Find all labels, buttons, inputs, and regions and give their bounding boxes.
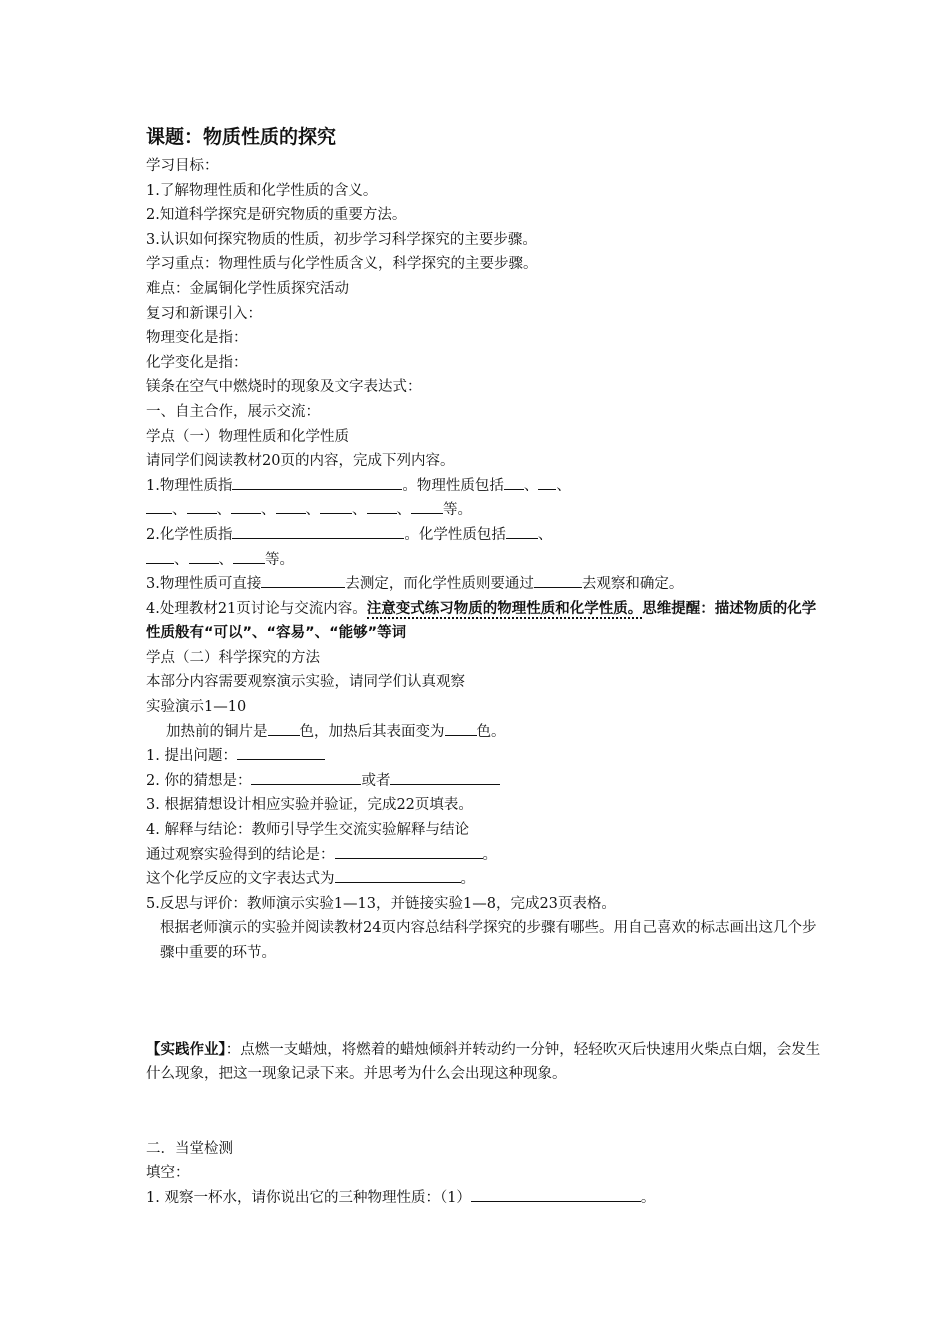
answer-blank[interactable] xyxy=(268,720,300,736)
goal-1: 1.了解物理性质和化学性质的含义。 xyxy=(146,182,378,199)
question-4: 4.处理教材21页讨论与交流内容。注意变式练习物质的物理性质和化学性质。思维提醒：描述物质的化学性质般有“可以”、“容易”、“能够”等词 xyxy=(146,600,817,642)
physical-change-prompt: 物理变化是指： xyxy=(146,330,248,347)
goals-heading: 学习目标： xyxy=(146,158,219,174)
document-page xyxy=(146,122,826,1211)
review-heading: 复习和新课引入： xyxy=(146,305,262,322)
answer-blank[interactable] xyxy=(367,498,397,514)
conclusion-line: 通过观察实验得到的结论是： 。 xyxy=(146,843,826,868)
difficulty: 难点：金属铜化学性质探究活动 xyxy=(146,280,349,297)
chemical-change-prompt: 化学变化是指： xyxy=(146,354,248,371)
point-1-heading: 学点（一）物理性质和化学性质 xyxy=(146,428,349,445)
answer-blank[interactable] xyxy=(237,744,325,760)
answer-blank[interactable] xyxy=(534,572,582,588)
step-4: 4. 解释与结论：教师引导学生交流实验解释与结论 xyxy=(146,822,469,839)
fill-heading: 填空： xyxy=(146,1165,190,1182)
answer-blank[interactable] xyxy=(233,548,265,564)
answer-blank[interactable] xyxy=(251,769,361,785)
homework-paragraph: 【实践作业】：点燃一支蜡烛，将燃着的蜡烛倾斜并转动约一分钟，轻轻吹灭后快速用火柴点白烟，会发生什么现象，把这一现象记录下来。并思考为什么会出现这种现象。 xyxy=(146,1041,821,1083)
answer-blank[interactable] xyxy=(276,498,306,514)
test-question-1: 1. 观察一杯水，请你说出它的三种物理性质：（1） 。 xyxy=(146,1186,826,1211)
answer-blank[interactable] xyxy=(232,523,404,539)
copper-question: 加热前的铜片是 色，加热后其表面变为 色。 xyxy=(146,720,826,745)
lesson-title: 课题：物质性质的探究 xyxy=(146,126,337,148)
step-5: 5.反思与评价：教师演示实验1—13，并链接实验1—8，完成23页表格。 xyxy=(146,895,616,912)
question-1-continued: 、 、 、 、 、 、 等。 xyxy=(146,498,826,523)
answer-blank[interactable] xyxy=(320,498,352,514)
question-1: 1.物理性质指 。物理性质包括 、 、 xyxy=(146,474,826,499)
answer-blank[interactable] xyxy=(411,498,443,514)
answer-blank[interactable] xyxy=(187,498,217,514)
answer-blank[interactable] xyxy=(232,474,402,490)
answer-blank[interactable] xyxy=(538,474,556,490)
answer-blank[interactable] xyxy=(445,720,477,736)
summary-paragraph: 根据老师演示的实验并阅读教材24页内容总结科学探究的步骤有哪些。用自己喜欢的标志画出这几个步骤中重要的环节。 xyxy=(160,920,817,961)
question-3: 3.物理性质可直接 去测定，而化学性质则要通过 去观察和确定。 xyxy=(146,572,826,597)
key-points: 学习重点：物理性质与化学性质含义，科学探究的主要步骤。 xyxy=(146,256,538,273)
answer-blank[interactable] xyxy=(189,548,219,564)
answer-blank[interactable] xyxy=(506,523,538,539)
answer-blank[interactable] xyxy=(504,474,524,490)
section-2-heading: 二．当堂检测 xyxy=(146,1140,233,1157)
answer-blank[interactable] xyxy=(335,843,483,859)
question-2: 2.化学性质指 。化学性质包括 、 xyxy=(146,523,826,548)
answer-blank[interactable] xyxy=(146,548,174,564)
step-1: 1. 提出问题： xyxy=(146,744,826,769)
answer-blank[interactable] xyxy=(231,498,261,514)
goal-2: 2.知道科学探究是研究物质的重要方法。 xyxy=(146,207,407,224)
step-3: 3. 根据猜想设计相应实验并验证，完成22页填表。 xyxy=(146,797,473,814)
goal-3: 3.认识如何探究物质的性质，初步学习科学探究的主要步骤。 xyxy=(146,231,537,248)
reading-instruction: 请同学们阅读教材20页的内容，完成下列内容。 xyxy=(146,453,455,470)
answer-blank[interactable] xyxy=(261,572,345,588)
answer-blank[interactable] xyxy=(390,769,500,785)
point-2-heading: 学点（二）科学探究的方法 xyxy=(146,649,320,666)
magnesium-prompt: 镁条在空气中燃烧时的现象及文字表达式： xyxy=(146,379,422,396)
observe-instruction: 本部分内容需要观察演示实验，请同学们认真观察 xyxy=(146,674,465,691)
demo-label: 实验演示1—10 xyxy=(146,699,247,716)
expression-line: 这个化学反应的文字表达式为 。 xyxy=(146,867,826,892)
section-1-heading: 一、自主合作，展示交流： xyxy=(146,403,320,420)
spacer xyxy=(146,1087,826,1137)
question-2-continued: 、 、 等。 xyxy=(146,548,826,573)
spacer xyxy=(146,966,826,1038)
answer-blank[interactable] xyxy=(146,498,172,514)
answer-blank[interactable] xyxy=(335,867,461,883)
step-2: 2. 你的猜想是： 或者 xyxy=(146,769,826,794)
answer-blank[interactable] xyxy=(471,1186,641,1202)
